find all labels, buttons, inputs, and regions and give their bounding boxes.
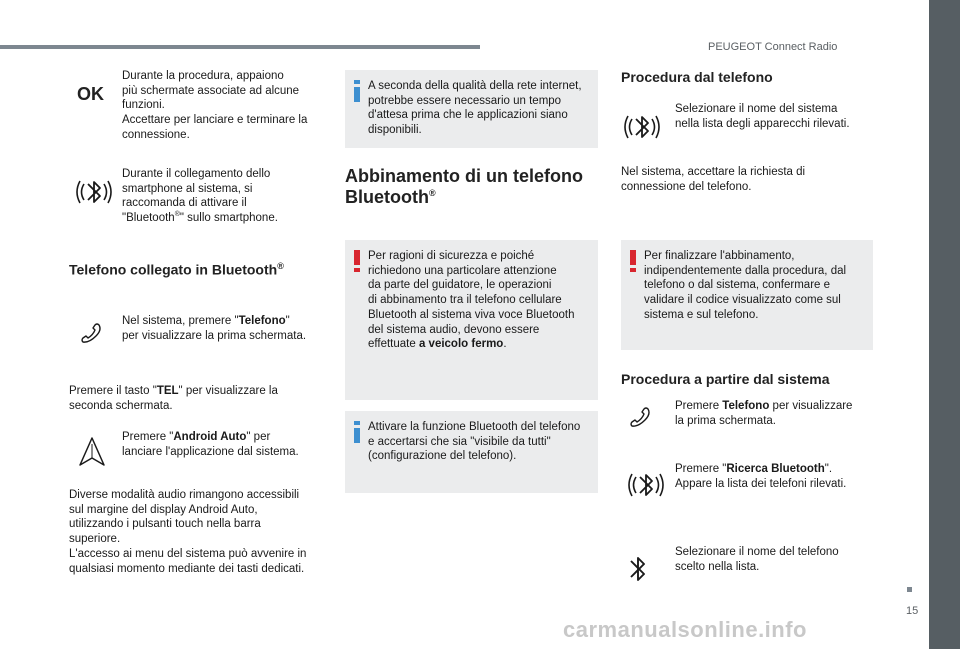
text-line: seconda schermata. xyxy=(69,399,173,412)
info-text xyxy=(368,79,590,138)
text-line: Selezionare il nome del sistema xyxy=(675,103,838,115)
warning-text xyxy=(644,249,865,323)
text-run: " per xyxy=(246,431,271,443)
text-run: per visualizzare xyxy=(769,400,853,412)
text-run: " per visualizzare la xyxy=(178,385,278,397)
text-line xyxy=(368,337,590,352)
text-line: Nel sistema, accettare la richiesta di xyxy=(621,166,806,178)
text-line: (configurazione del telefono). xyxy=(368,450,517,463)
text-line: scelto nella lista. xyxy=(675,560,760,573)
section-heading-from-phone: Procedura dal telefono xyxy=(621,69,773,85)
heading-text: Bluetooth xyxy=(345,186,429,207)
text-line: connessione. xyxy=(122,128,190,141)
text-run: Premere " xyxy=(675,463,727,475)
bold-term: Telefono xyxy=(722,400,770,412)
text-run: "Bluetooth xyxy=(122,212,175,225)
text-line: per visualizzare la prima schermata. xyxy=(122,329,307,342)
text-line: Accettare per lanciare e terminare la xyxy=(122,114,308,127)
info-icon xyxy=(351,421,363,443)
text-line: del sistema audio, devono essere xyxy=(368,323,540,336)
text-line: Selezionare il nome del telefono xyxy=(675,546,839,558)
text-line xyxy=(122,314,306,329)
text-line: disponibili. xyxy=(368,124,422,137)
text-line: validare il codice visualizzato come sul xyxy=(644,294,841,307)
text-line: Per finalizzare l'abbinamento, xyxy=(644,250,795,262)
ok-description xyxy=(122,69,307,143)
header-rule xyxy=(0,45,480,49)
bold-term: Ricerca Bluetooth xyxy=(726,463,825,475)
text-line xyxy=(69,384,278,399)
bluetooth-waves-icon xyxy=(628,465,664,505)
select-system-step xyxy=(675,102,850,131)
text-line: telefono o dal sistema, confermare e xyxy=(644,279,831,292)
text-line: richiedono una particolare attenzione xyxy=(368,264,557,277)
phone-handset-icon xyxy=(79,322,103,346)
text-line xyxy=(675,399,852,414)
text-line: funzioni. xyxy=(122,99,165,112)
page-sidebar-band xyxy=(929,0,960,649)
accept-request-text xyxy=(621,165,805,194)
heading-text: Telefono collegato in Bluetooth xyxy=(69,261,278,278)
bold-term: Android Auto xyxy=(173,431,247,443)
text-line: potrebbe essere necessario un tempo xyxy=(368,94,562,107)
text-run: " xyxy=(285,315,290,327)
text-line: di abbinamento tra il telefono cellulare xyxy=(368,294,562,307)
text-line: connessione del telefono. xyxy=(621,180,752,193)
text-line: la prima schermata. xyxy=(675,414,776,427)
text-run: ". xyxy=(824,463,833,475)
bluetooth-search-step xyxy=(675,462,846,491)
text-line: Durante il collegamento dello xyxy=(122,168,271,180)
text-line: raccomanda di attivare il xyxy=(122,197,247,210)
text-line: Appare la lista dei telefoni rilevati. xyxy=(675,477,847,490)
text-line: smartphone al sistema, si xyxy=(122,182,253,195)
text-line xyxy=(122,211,278,226)
text-line: qualsiasi momento mediante dei tasti dedicati. xyxy=(69,562,305,575)
heading-line xyxy=(345,187,583,208)
page-marker xyxy=(907,587,912,592)
phone-handset-icon xyxy=(628,406,652,430)
text-line: e accertarsi che sia "visibile da tutti" xyxy=(368,435,551,448)
info-text xyxy=(368,420,590,464)
info-icon xyxy=(351,80,363,102)
ok-icon-label: OK xyxy=(77,84,104,104)
warning-box-safety xyxy=(345,240,598,400)
section-heading-pairing xyxy=(345,166,583,207)
section-heading-from-system: Procedura a partire dal sistema xyxy=(621,371,830,387)
warning-text xyxy=(368,249,590,352)
bluetooth-recommendation xyxy=(122,167,278,226)
running-header: PEUGEOT Connect Radio xyxy=(708,41,838,53)
text-line xyxy=(122,430,299,445)
android-auto-instruction xyxy=(122,430,299,459)
text-run: Premere " xyxy=(122,431,174,443)
press-phone-step xyxy=(675,399,852,428)
text-run: . xyxy=(503,338,507,351)
text-line: A seconda della qualità della rete internet, xyxy=(368,80,582,92)
text-run: Nel sistema, premere " xyxy=(122,315,239,327)
text-line: d'attesa prima che le applicazioni siano xyxy=(368,109,568,122)
warning-icon xyxy=(627,250,639,272)
bluetooth-icon xyxy=(628,552,648,586)
text-line xyxy=(675,462,846,477)
tel-instruction xyxy=(69,384,278,413)
text-line: L'accesso ai menu del sistema può avvenire in xyxy=(69,547,307,560)
text-line: utilizzando i pulsanti touch nella barra xyxy=(69,518,261,531)
warning-box-confirm-code xyxy=(621,240,873,350)
text-line: Diverse modalità audio rimangono accessibili xyxy=(69,489,300,501)
page-number: 15 xyxy=(906,605,919,617)
text-line: Durante la procedura, appaiono xyxy=(122,70,284,82)
bluetooth-waves-icon xyxy=(624,107,660,147)
info-box-network xyxy=(345,70,598,148)
text-run: Premere il tasto " xyxy=(69,385,157,397)
registered-mark: ® xyxy=(174,211,180,219)
text-run: " sullo smartphone. xyxy=(179,212,278,225)
bold-term: Telefono xyxy=(238,315,286,327)
phone-instruction xyxy=(122,314,306,343)
registered-mark: ® xyxy=(277,261,284,271)
warning-icon xyxy=(351,250,363,272)
text-line: Attivare la funzione Bluetooth del telefono xyxy=(368,421,581,433)
text-line: sistema e sul telefono. xyxy=(644,308,759,321)
text-line: Per ragioni di sicurezza e poiché xyxy=(368,250,535,262)
text-line: sul margine del display Android Auto, xyxy=(69,503,258,516)
text-line: lanciare l'applicazione dal sistema. xyxy=(122,445,299,458)
watermark-text: carmanualsonline.info xyxy=(563,617,807,642)
text-line: indipendentemente dalla procedura, dal xyxy=(644,264,847,277)
heading-line: Abbinamento di un telefono xyxy=(345,166,583,186)
android-auto-icon xyxy=(77,436,107,468)
section-heading-connected xyxy=(69,261,284,280)
text-line: superiore. xyxy=(69,533,121,546)
text-line: più schermate associate ad alcune xyxy=(122,84,300,97)
text-run: effettuate xyxy=(368,338,419,351)
bluetooth-waves-icon xyxy=(76,172,112,212)
bold-term: TEL xyxy=(156,385,179,397)
info-box-visibility xyxy=(345,411,598,493)
registered-mark: ® xyxy=(428,187,436,198)
bold-term: a veicolo fermo xyxy=(418,338,504,351)
audio-modes-paragraph xyxy=(69,488,306,576)
select-phone-step xyxy=(675,545,839,574)
text-line: Bluetooth al sistema viva voce Bluetooth xyxy=(368,308,575,321)
text-run: Premere xyxy=(675,400,723,412)
text-line: nella lista degli apparecchi rilevati. xyxy=(675,117,850,130)
text-line: da parte del guidatore, le operazioni xyxy=(368,279,552,292)
